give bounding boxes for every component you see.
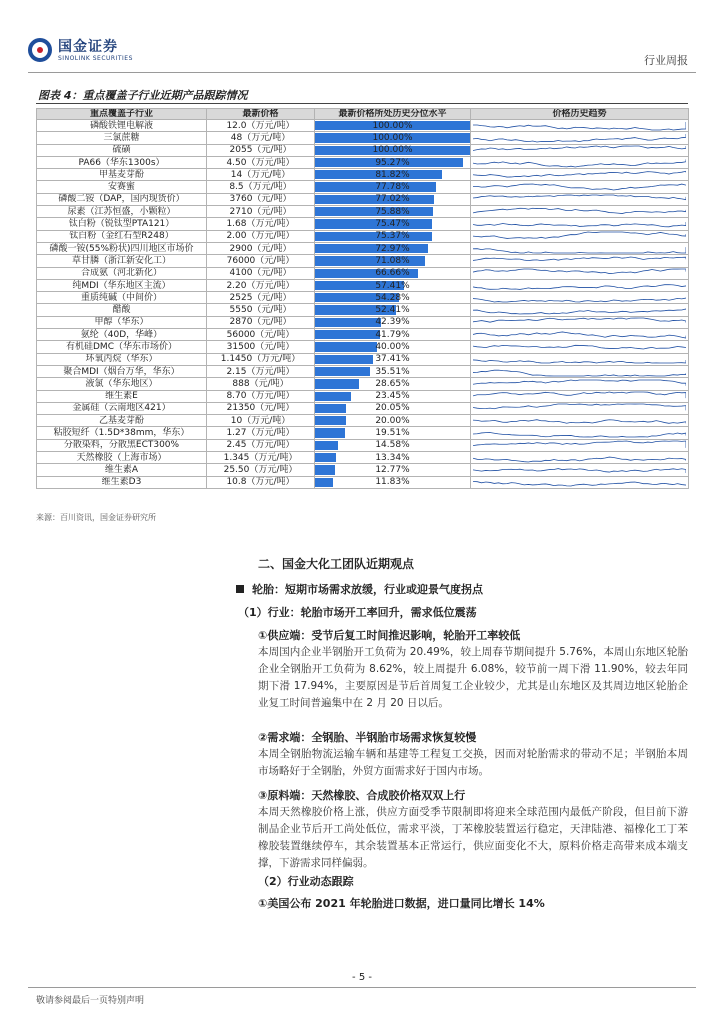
product-name: 尿素（江苏恒盛，小颗粒） xyxy=(37,206,207,218)
table-row xyxy=(37,193,689,205)
price-trend-cell xyxy=(471,341,689,353)
product-name: 钛白粉（金红石型R248） xyxy=(37,230,207,242)
percentile-cell xyxy=(315,120,471,132)
latest-price: 4100（元/吨） xyxy=(207,267,315,279)
percentile-bar xyxy=(315,318,381,327)
percentile-cell xyxy=(315,230,471,242)
price-trend-cell xyxy=(471,255,689,267)
price-trend-line xyxy=(473,171,686,177)
price-trend-line xyxy=(473,247,686,253)
table-row xyxy=(37,255,689,267)
price-trend-cell xyxy=(471,390,689,402)
latest-price: 2525（元/吨） xyxy=(207,292,315,304)
percentile-cell xyxy=(315,353,471,365)
table-row xyxy=(37,218,689,230)
latest-price: 2.15（万元/吨） xyxy=(207,365,315,377)
percentile-bar xyxy=(315,207,433,216)
price-trend-sparkline xyxy=(473,182,686,192)
supply-heading: ①供应端：受节后复工时间推迟影响，轮胎开工率较低 xyxy=(258,629,521,642)
latest-price: 3760（元/吨） xyxy=(207,193,315,205)
demand-paragraph: 本周全钢胎物流运输车辆和基建等工程复工交换，因而对轮胎需求的带动不足；半钢胎本周市场略好于全钢胎，外贸方面需求好于国内市场。 xyxy=(258,748,688,777)
table-row xyxy=(37,415,689,427)
percentile-bar xyxy=(315,478,333,487)
footer-divider xyxy=(28,987,696,988)
latest-price: 1.345（万元/吨） xyxy=(207,452,315,464)
percentile-bar xyxy=(315,367,370,376)
industry-heading: （1）行业：轮胎市场开工率回升，需求低位震荡 xyxy=(238,606,477,619)
percentile-label: 19.51% xyxy=(375,428,410,439)
table-row xyxy=(37,341,689,353)
price-trend-line xyxy=(473,370,686,376)
price-trend-cell xyxy=(471,365,689,377)
price-trend-line xyxy=(473,345,686,349)
price-trend-cell xyxy=(471,218,689,230)
price-trend-cell xyxy=(471,415,689,427)
percentile-label: 52.41% xyxy=(375,305,410,316)
price-trend-sparkline xyxy=(473,170,686,180)
latest-price: 2900（元/吨） xyxy=(207,242,315,254)
price-trend-cell xyxy=(471,439,689,451)
product-name: 磷酸一铵(55%粉状)四川地区市场价 xyxy=(37,242,207,254)
percentile-label: 40.00% xyxy=(375,341,410,352)
price-trend-sparkline xyxy=(473,379,686,389)
percentile-bar xyxy=(315,232,432,241)
latest-price: 2.45（万元/吨） xyxy=(207,439,315,451)
dynamics-heading: （2）行业动态跟踪 xyxy=(258,875,354,888)
price-trend-cell xyxy=(471,193,689,205)
percentile-bar xyxy=(315,379,359,388)
percentile-cell xyxy=(315,292,471,304)
percentile-bar xyxy=(315,219,432,228)
column-header: 重点覆盖子行业 xyxy=(37,109,207,120)
price-trend-cell xyxy=(471,267,689,279)
price-trend-cell xyxy=(471,316,689,328)
price-trend-line xyxy=(473,433,686,437)
price-trend-cell xyxy=(471,169,689,181)
logo-icon xyxy=(28,38,52,62)
brand-name-en: SINOLINK SECURITIES xyxy=(58,54,133,62)
percentile-cell xyxy=(315,329,471,341)
price-trend-cell xyxy=(471,242,689,254)
product-name: 乙基麦芽酚 xyxy=(37,415,207,427)
latest-price: 1.1450（万元/吨） xyxy=(207,353,315,365)
table-row xyxy=(37,169,689,181)
latest-price: 4.50（万元/吨） xyxy=(207,156,315,168)
percentile-cell xyxy=(315,255,471,267)
price-trend-cell xyxy=(471,378,689,390)
price-trend-sparkline xyxy=(473,194,686,204)
percentile-cell xyxy=(315,267,471,279)
news-heading: ①美国公布 2021 年轮胎进口数据，进口量同比增长 14% xyxy=(258,897,545,910)
percentile-cell xyxy=(315,439,471,451)
latest-price: 12.0（万元/吨） xyxy=(207,120,315,132)
product-name: 甲基麦芽酚 xyxy=(37,169,207,181)
percentile-label: 12.77% xyxy=(375,464,410,475)
table-row xyxy=(37,464,689,476)
price-trend-sparkline xyxy=(473,391,686,401)
percentile-cell xyxy=(315,218,471,230)
latest-price: 10.8（万元/吨） xyxy=(207,476,315,488)
price-trend-sparkline xyxy=(473,477,686,487)
price-trend-line xyxy=(473,284,686,289)
price-trend-line xyxy=(473,419,686,423)
percentile-bar xyxy=(315,441,338,450)
product-name: PA66（华东1300s） xyxy=(37,156,207,168)
latest-price: 1.68（万元/吨） xyxy=(207,218,315,230)
price-trend-line xyxy=(473,482,686,486)
figure-source: 来源：百川资讯，国金证券研究所 xyxy=(36,513,156,522)
price-trend-cell xyxy=(471,230,689,242)
latest-price: 2055（元/吨） xyxy=(207,144,315,156)
product-name: 聚合MDI（烟台万华，华东） xyxy=(37,365,207,377)
square-bullet-icon xyxy=(236,585,244,593)
percentile-label: 100.00% xyxy=(372,145,413,156)
percentile-cell xyxy=(315,316,471,328)
price-trend-line xyxy=(473,122,686,130)
percentile-label: 42.39% xyxy=(375,317,410,328)
latest-price: 2.20（万元/吨） xyxy=(207,279,315,291)
latest-price: 5550（元/吨） xyxy=(207,304,315,316)
latest-price: 2870（元/吨） xyxy=(207,316,315,328)
price-trend-line xyxy=(473,441,686,448)
product-name: 三氯蔗糖 xyxy=(37,132,207,144)
price-trend-sparkline xyxy=(473,403,686,413)
page-number: - 5 - xyxy=(352,972,372,983)
price-trend-sparkline xyxy=(473,121,686,131)
price-trend-sparkline xyxy=(473,158,686,168)
price-trend-line xyxy=(473,332,686,338)
table-row xyxy=(37,452,689,464)
table-row xyxy=(37,230,689,242)
product-name: 氨纶（40D，华峰） xyxy=(37,329,207,341)
percentile-label: 71.08% xyxy=(375,255,410,266)
price-trend-line xyxy=(473,318,686,323)
product-name: 有机硅DMC（华东市场价） xyxy=(37,341,207,353)
column-header: 最新价格所处历史分位水平 xyxy=(315,109,471,120)
percentile-label: 100.00% xyxy=(372,120,413,131)
percentile-cell xyxy=(315,402,471,414)
percentile-label: 75.88% xyxy=(375,206,410,217)
percentile-cell xyxy=(315,365,471,377)
percentile-label: 41.79% xyxy=(375,329,410,340)
percentile-label: 95.27% xyxy=(375,157,410,168)
percentile-label: 77.78% xyxy=(375,182,410,193)
percentile-label: 37.41% xyxy=(375,354,410,365)
latest-price: 56000（元/吨） xyxy=(207,329,315,341)
price-trend-cell xyxy=(471,353,689,365)
product-name: 合成氨（河北新化） xyxy=(37,267,207,279)
price-trend-line xyxy=(473,360,686,363)
product-name: 天然橡胶（上海市场） xyxy=(37,452,207,464)
table-row xyxy=(37,378,689,390)
percentile-label: 100.00% xyxy=(372,132,413,143)
percentile-label: 20.00% xyxy=(375,415,410,426)
product-name: 金属硅（云南地区421） xyxy=(37,402,207,414)
table-row xyxy=(37,304,689,316)
table-row xyxy=(37,279,689,291)
price-trend-line xyxy=(473,195,686,200)
product-name: 分散染料，分散黑ECT300% xyxy=(37,439,207,451)
product-name: 维生素D3 xyxy=(37,476,207,488)
price-trend-sparkline xyxy=(473,293,686,303)
latest-price: 888（元/吨） xyxy=(207,378,315,390)
percentile-label: 13.34% xyxy=(375,452,410,463)
percentile-label: 81.82% xyxy=(375,169,410,180)
percentile-cell xyxy=(315,206,471,218)
table-row xyxy=(37,329,689,341)
price-trend-line xyxy=(473,257,686,261)
price-trend-line xyxy=(473,159,686,167)
latest-price: 2710（元/吨） xyxy=(207,206,315,218)
percentile-cell xyxy=(315,341,471,353)
tire-heading-text: 轮胎：短期市场需求放缓，行业或迎景气度拐点 xyxy=(252,583,483,596)
price-trend-sparkline xyxy=(473,231,686,241)
product-name: 维生素A xyxy=(37,464,207,476)
footer-disclaimer: 敬请参阅最后一页特别声明 xyxy=(36,996,145,1006)
table-row xyxy=(37,292,689,304)
table-row xyxy=(37,476,689,488)
brand-name-cn: 国金证券 xyxy=(58,38,118,55)
percentile-bar xyxy=(315,416,346,425)
price-trend-sparkline xyxy=(473,330,686,340)
price-trend-line xyxy=(473,392,686,398)
price-trend-line xyxy=(473,404,686,410)
product-name: 甲醇（华东） xyxy=(37,316,207,328)
percentile-bar xyxy=(315,330,380,339)
price-trend-line xyxy=(473,134,686,142)
figure-title-divider xyxy=(36,103,688,104)
percentile-cell xyxy=(315,452,471,464)
latest-price: 48（万元/吨） xyxy=(207,132,315,144)
price-trend-sparkline xyxy=(473,465,686,475)
price-trend-sparkline xyxy=(473,281,686,291)
product-name: 草甘膦（浙江新安化工） xyxy=(37,255,207,267)
latest-price: 14（万元/吨） xyxy=(207,169,315,181)
table-row xyxy=(37,242,689,254)
product-name: 磷酸铁锂电解液 xyxy=(37,120,207,132)
price-trend-line xyxy=(473,184,686,190)
percentile-cell xyxy=(315,427,471,439)
price-trend-sparkline xyxy=(473,145,686,155)
percentile-label: 75.47% xyxy=(375,219,410,230)
price-trend-sparkline xyxy=(473,207,686,217)
price-trend-line xyxy=(473,380,686,386)
percentile-bar xyxy=(315,392,351,401)
price-trend-cell xyxy=(471,402,689,414)
percentile-cell xyxy=(315,378,471,390)
percentile-bar xyxy=(315,404,346,413)
brand-logo xyxy=(28,38,133,62)
product-name: 钛白粉（锐钛型PTA121） xyxy=(37,218,207,230)
price-trend-cell xyxy=(471,292,689,304)
latest-price: 76000（元/吨） xyxy=(207,255,315,267)
price-trend-line xyxy=(473,297,686,301)
percentile-label: 57.41% xyxy=(375,280,410,291)
percentile-label: 23.45% xyxy=(375,391,410,402)
percentile-cell xyxy=(315,304,471,316)
price-trend-sparkline xyxy=(473,367,686,377)
price-trend-cell xyxy=(471,156,689,168)
product-tracking-table xyxy=(36,108,689,489)
percentile-label: 35.51% xyxy=(375,366,410,377)
percentile-cell xyxy=(315,390,471,402)
demand-heading: ②需求端：全钢胎、半钢胎市场需求恢复较慢 xyxy=(258,731,477,744)
price-trend-line xyxy=(473,309,686,314)
percentile-label: 72.97% xyxy=(375,243,410,254)
price-trend-line xyxy=(473,222,686,227)
percentile-bar xyxy=(315,465,335,474)
product-name: 维生素E xyxy=(37,390,207,402)
percentile-cell xyxy=(315,169,471,181)
latest-price: 10（万元/吨） xyxy=(207,415,315,427)
percentile-cell xyxy=(315,156,471,168)
price-trend-cell xyxy=(471,476,689,488)
percentile-bar xyxy=(315,244,428,253)
latest-price: 8.5（万元/吨） xyxy=(207,181,315,193)
price-trend-sparkline xyxy=(473,305,686,315)
product-name: 液氯（华东地区） xyxy=(37,378,207,390)
price-trend-cell xyxy=(471,464,689,476)
price-trend-cell xyxy=(471,279,689,291)
percentile-label: 28.65% xyxy=(375,378,410,389)
table-header-row xyxy=(37,109,689,120)
price-trend-cell xyxy=(471,132,689,144)
price-trend-cell xyxy=(471,427,689,439)
product-name: 硫磺 xyxy=(37,144,207,156)
latest-price: 31500（元/吨） xyxy=(207,341,315,353)
product-name: 磷酸二铵（DAP，国内现货价） xyxy=(37,193,207,205)
product-name: 重质纯碱（中间价） xyxy=(37,292,207,304)
percentile-label: 75.37% xyxy=(375,231,410,242)
percentile-label: 20.05% xyxy=(375,403,410,414)
price-trend-sparkline xyxy=(473,268,686,278)
percentile-cell xyxy=(315,476,471,488)
table-row xyxy=(37,144,689,156)
price-trend-line xyxy=(473,457,686,462)
header-divider xyxy=(28,72,696,73)
price-trend-cell xyxy=(471,120,689,132)
price-trend-sparkline xyxy=(473,428,686,438)
product-name: 醋酸 xyxy=(37,304,207,316)
percentile-cell xyxy=(315,242,471,254)
figure-title: 图表 4：重点覆盖子行业近期产品跟踪情况 xyxy=(38,89,248,102)
percentile-label: 11.83% xyxy=(375,477,410,488)
percentile-label: 54.28% xyxy=(375,292,410,303)
table-row xyxy=(37,439,689,451)
price-trend-sparkline xyxy=(473,416,686,426)
table-row xyxy=(37,181,689,193)
table-row xyxy=(37,206,689,218)
table-row xyxy=(37,316,689,328)
price-trend-cell xyxy=(471,304,689,316)
percentile-cell xyxy=(315,144,471,156)
table-row xyxy=(37,390,689,402)
latest-price: 2.00（万元/吨） xyxy=(207,230,315,242)
product-name: 粘胶短纤（1.5D*38mm，华东） xyxy=(37,427,207,439)
product-name: 纯MDI（华东地区主流） xyxy=(37,279,207,291)
price-trend-cell xyxy=(471,329,689,341)
raw-material-paragraph: 本周天然橡胶价格上涨，供应方面受季节限制即将迎来全球范围内最低产阶段，但目前下游制品企业节后开工尚处低位，需求平淡，丁苯橡胶装置运行稳定，天津陆港、福橡化工丁苯橡胶装置继续停车，其余装置基本正常运行，供应面变化不大，原料价格走高带来成本端支撑，下游需求同样偏弱。 xyxy=(258,806,688,869)
column-header: 最新价格 xyxy=(207,109,315,120)
percentile-bar xyxy=(315,355,373,364)
product-name: 安赛蜜 xyxy=(37,181,207,193)
percentile-cell xyxy=(315,279,471,291)
price-trend-cell xyxy=(471,181,689,193)
price-trend-line xyxy=(473,269,686,274)
percentile-cell xyxy=(315,181,471,193)
price-trend-sparkline xyxy=(473,317,686,327)
percentile-cell xyxy=(315,132,471,144)
table-row xyxy=(37,267,689,279)
latest-price: 1.27（万元/吨） xyxy=(207,427,315,439)
price-trend-sparkline xyxy=(473,219,686,229)
price-trend-sparkline xyxy=(473,453,686,463)
table-row xyxy=(37,120,689,132)
percentile-bar xyxy=(315,428,345,437)
percentile-label: 77.02% xyxy=(375,194,410,205)
price-trend-line xyxy=(473,232,686,238)
price-trend-cell xyxy=(471,206,689,218)
percentile-label: 66.66% xyxy=(375,268,410,279)
price-trend-sparkline xyxy=(473,256,686,266)
percentile-bar xyxy=(315,453,336,462)
price-trend-sparkline xyxy=(473,342,686,352)
supply-paragraph: 本周国内企业半钢胎开工负荷为 20.49%，较上周春节期间提升 5.76%，本周山东地区轮胎企业全钢胎开工负荷为 8.62%，较上周提升 6.08%，较节前一周下滑 11.90%，较去年同期下滑 17.94%，主要原因是节后首周复工企业较少，尤其是山东地区及其周边地区轮胎企业复工时间普遍集中在 2 月 20 日以后。 xyxy=(258,646,688,709)
table-row xyxy=(37,402,689,414)
table-row xyxy=(37,353,689,365)
price-trend-line xyxy=(473,208,686,213)
percentile-bar xyxy=(315,342,377,351)
table-row xyxy=(37,156,689,168)
price-trend-sparkline xyxy=(473,440,686,450)
column-header: 价格历史趋势 xyxy=(471,109,689,120)
latest-price: 25.50（万元/吨） xyxy=(207,464,315,476)
percentile-label: 14.58% xyxy=(375,440,410,451)
section-title: 二、国金大化工团队近期观点 xyxy=(258,557,415,571)
price-trend-sparkline xyxy=(473,244,686,254)
tire-heading xyxy=(236,581,483,597)
percentile-cell xyxy=(315,415,471,427)
price-trend-cell xyxy=(471,144,689,156)
percentile-cell xyxy=(315,193,471,205)
price-trend-cell xyxy=(471,452,689,464)
table-row xyxy=(37,365,689,377)
latest-price: 21350（元/吨） xyxy=(207,402,315,414)
price-trend-sparkline xyxy=(473,133,686,143)
table-row xyxy=(37,132,689,144)
product-name: 环氧丙烷（华东） xyxy=(37,353,207,365)
report-type: 行业周报 xyxy=(644,54,688,67)
price-trend-sparkline xyxy=(473,354,686,364)
latest-price: 8.70（万元/吨） xyxy=(207,390,315,402)
table-row xyxy=(37,427,689,439)
price-trend-line xyxy=(473,146,686,150)
percentile-cell xyxy=(315,464,471,476)
raw-material-heading: ③原料端：天然橡胶、合成胶价格双双上行 xyxy=(258,789,466,802)
price-trend-line xyxy=(473,469,686,473)
